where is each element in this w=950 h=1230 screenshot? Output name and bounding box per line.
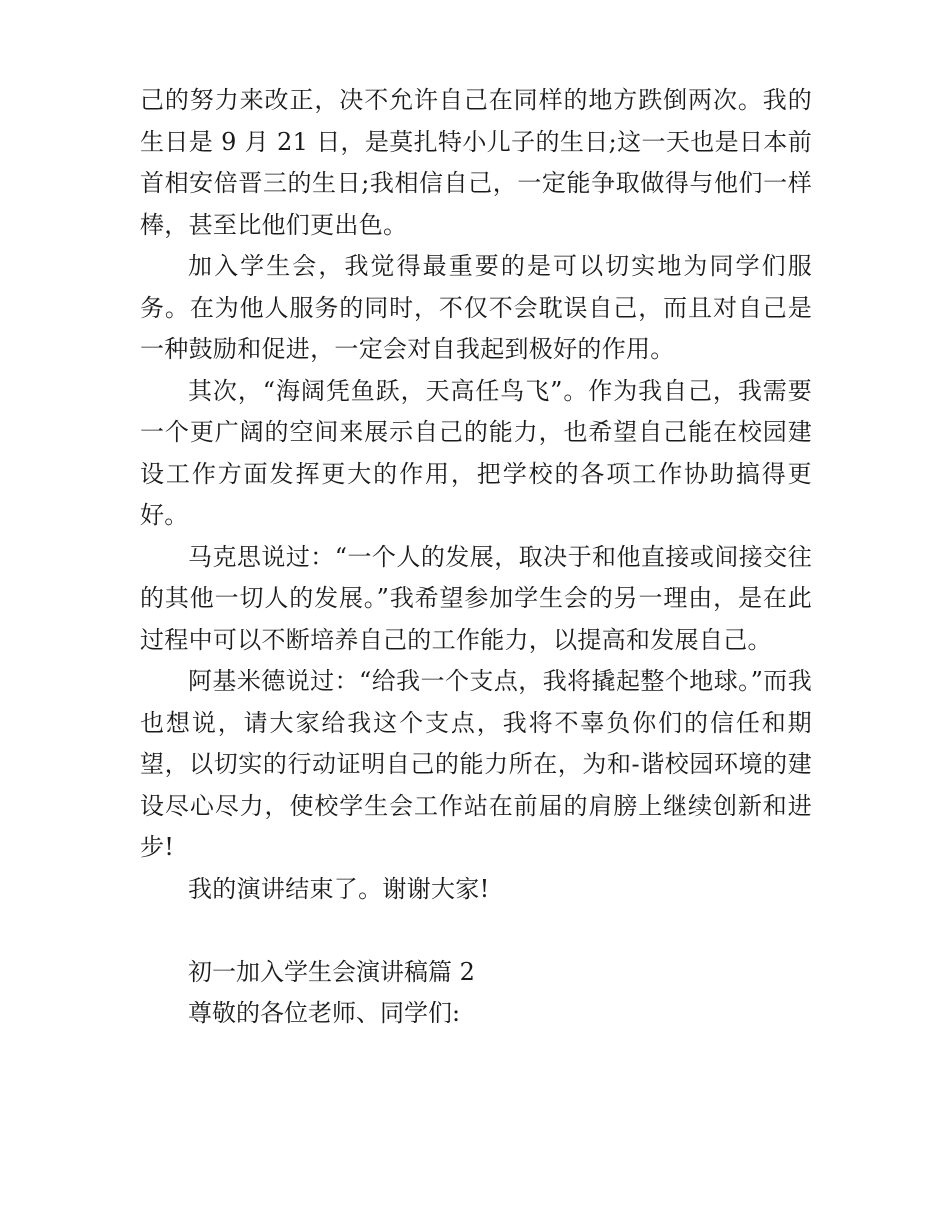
paragraph-continuation: 己的努力来改正，决不允许自己在同样的地方跌倒两次。我的生日是 9 月 21 日，是莫扎特小儿子的生日;这一天也是日本前首相安倍晋三的生日;我相信自己，一定能争取做得与他们一样棒，甚至比他们更出色。 bbox=[140, 86, 812, 239]
salutation: 尊敬的各位老师、同学们: bbox=[188, 999, 461, 1027]
paragraph-second-reason: 其次，“海阔凭鱼跃，天高任鸟飞”。作为我自己，我需要一个更广阔的空间来展示自己的能力，也希望自己能在校园建设工作方面发挥更大的作用，把学校的各项工作协助搞得更好。 bbox=[140, 376, 812, 529]
paragraph-closing: 我的演讲结束了。谢谢大家! bbox=[188, 874, 490, 903]
section-spacer bbox=[140, 910, 812, 952]
paragraph-service: 加入学生会，我觉得最重要的是可以切实地为同学们服务。在为他人服务的同时，不仅不会耽误自己，而且对自己是一种鼓励和促进，一定会对自我起到极好的作用。 bbox=[140, 252, 812, 363]
document-page bbox=[140, 80, 812, 1035]
section-heading: 初一加入学生会演讲稿篇 2 bbox=[188, 957, 475, 986]
paragraph-marx-quote: 马克思说过：“一个人的发展，取决于和他直接或间接交往的其他一切人的发展。”我希望参加学生会的另一理由，是在此过程中可以不断培养自己的工作能力，以提高和发展自己。 bbox=[140, 542, 812, 654]
paragraph-archimedes-quote: 阿基米德说过：“给我一个支点，我将撬起整个地球。”而我也想说，请大家给我这个支点，我将不辜负你们的信任和期望，以切实的行动证明自己的能力所在，为和-谐校园环境的建设尽心尽力，使校学生会工作站在前届的肩膀上继续创新和进步! bbox=[140, 667, 812, 861]
